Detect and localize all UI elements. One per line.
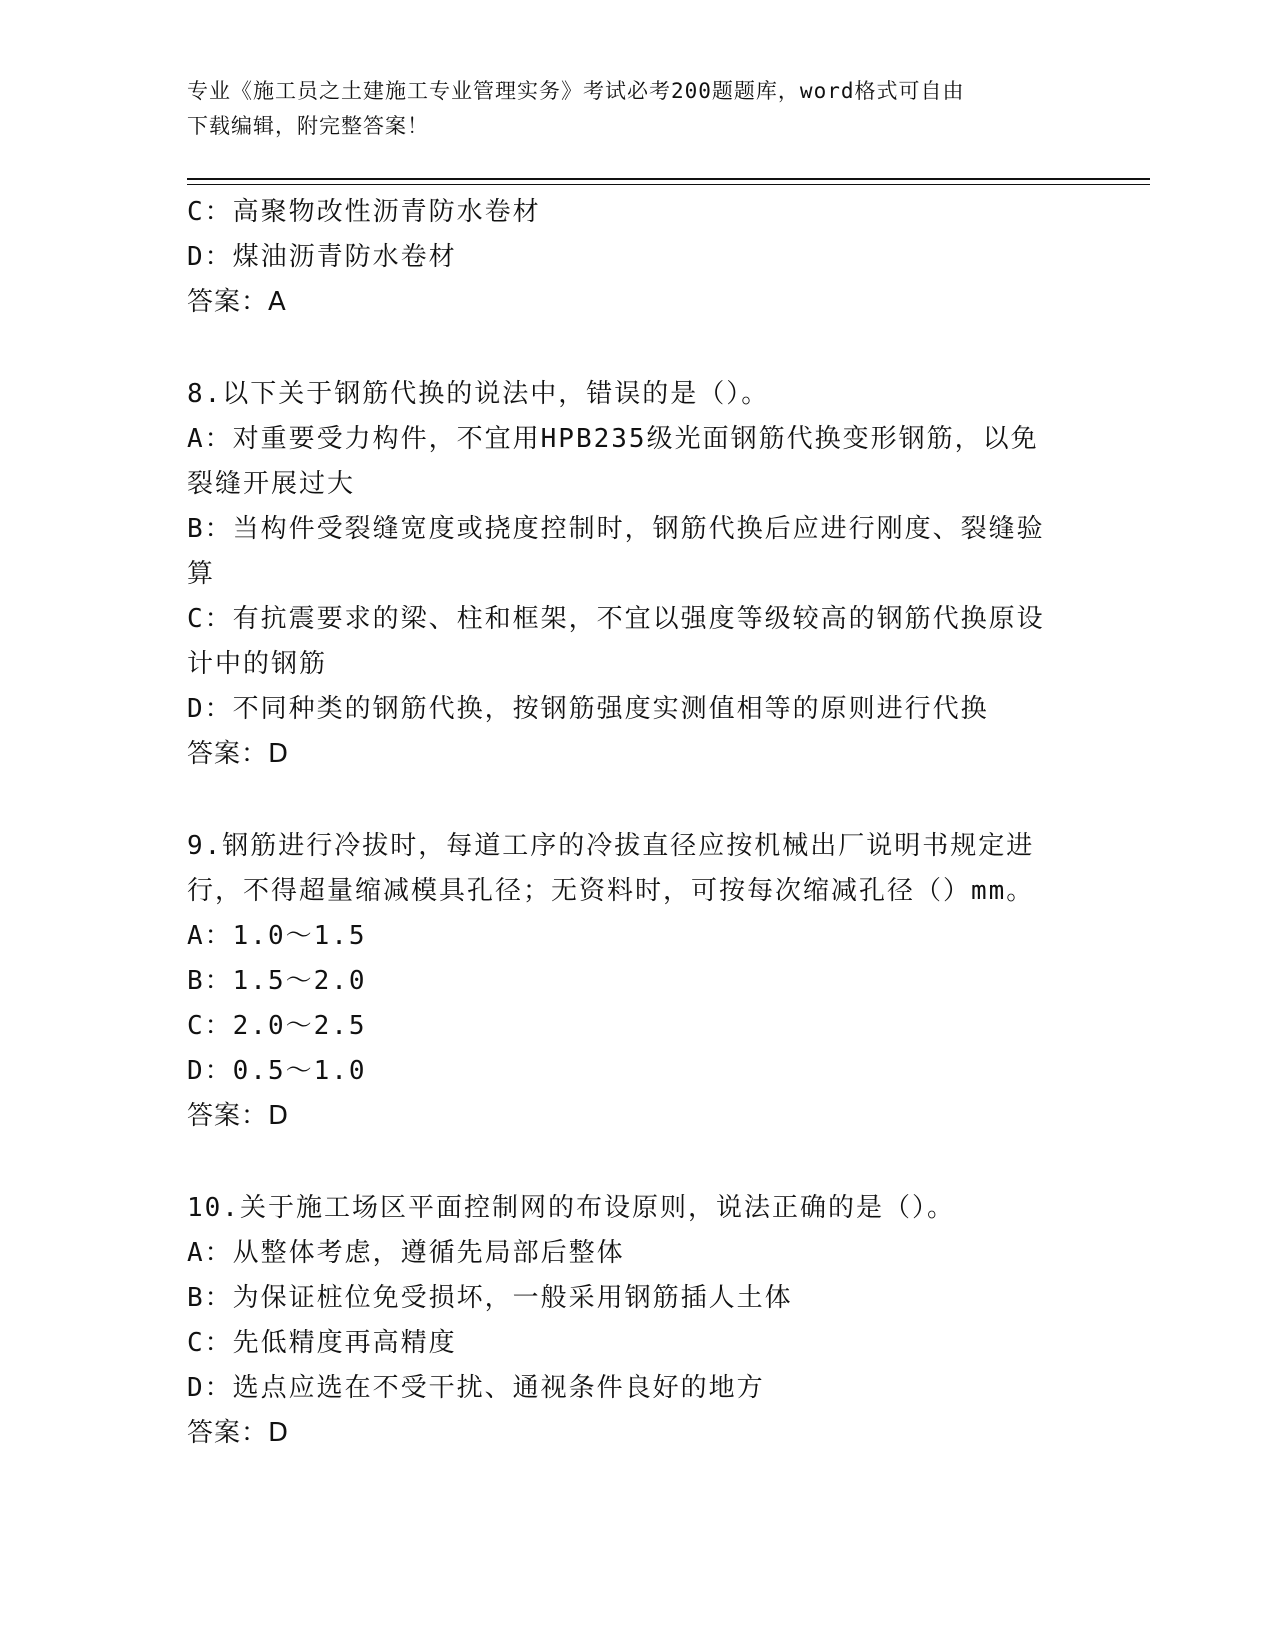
- document-header: [187, 74, 1087, 144]
- option-c: C：先低精度再高精度: [187, 1328, 457, 1358]
- header-divider-thin: [187, 184, 1150, 185]
- option-a: A：从整体考虑，遵循先局部后整体: [187, 1238, 625, 1268]
- question-8: [187, 372, 1087, 777]
- question-10: [187, 1186, 1087, 1456]
- option-a-line-2: 裂缝开展过大: [187, 469, 356, 499]
- header-line-1: 专业《施工员之土建施工专业管理实务》考试必考200题题库，word格式可自由: [187, 79, 965, 103]
- option-c: C：2.0～2.5: [187, 1011, 367, 1041]
- question-stem-line-2: 行，不得超量缩减模具孔径；无资料时，可按每次缩减孔径（）mm。: [187, 876, 1035, 906]
- answer: 答案：D: [187, 739, 290, 769]
- option-d: D：煤油沥青防水卷材: [187, 242, 457, 272]
- option-d: D：0.5～1.0: [187, 1056, 367, 1086]
- question-9: [187, 824, 1087, 1139]
- option-b-line-2: 算: [187, 559, 216, 589]
- question-content: [187, 190, 1087, 1456]
- option-d: D：不同种类的钢筋代换，按钢筋强度实测值相等的原则进行代换: [187, 694, 989, 724]
- option-c-line-2: 计中的钢筋: [187, 649, 328, 679]
- answer: 答案：A: [187, 287, 287, 317]
- question-stem-line-1: 9.钢筋进行冷拔时，每道工序的冷拔直径应按机械出厂说明书规定进: [187, 831, 1035, 861]
- answer: 答案：D: [187, 1418, 290, 1448]
- header-line-2: 下载编辑，附完整答案！: [187, 114, 429, 138]
- header-divider-thick: [187, 178, 1150, 180]
- option-a: A：1.0～1.5: [187, 921, 367, 951]
- option-a-line-1: A：对重要受力构件，不宜用HPB235级光面钢筋代换变形钢筋，以免: [187, 424, 1039, 454]
- option-b: B：为保证桩位免受损坏，一般采用钢筋插人土体: [187, 1283, 793, 1313]
- previous-question-tail: [187, 190, 1087, 325]
- answer: 答案：D: [187, 1101, 290, 1131]
- question-stem: 8.以下关于钢筋代换的说法中，错误的是（）。: [187, 379, 770, 409]
- option-c-line-1: C：有抗震要求的梁、柱和框架，不宜以强度等级较高的钢筋代换原设: [187, 604, 1045, 634]
- question-stem: 10.关于施工场区平面控制网的布设原则，说法正确的是（）。: [187, 1193, 955, 1223]
- option-c: C：高聚物改性沥青防水卷材: [187, 197, 541, 227]
- option-b-line-1: B：当构件受裂缝宽度或挠度控制时，钢筋代换后应进行刚度、裂缝验: [187, 514, 1045, 544]
- option-d: D：选点应选在不受干扰、通视条件良好的地方: [187, 1373, 765, 1403]
- option-b: B：1.5～2.0: [187, 966, 367, 996]
